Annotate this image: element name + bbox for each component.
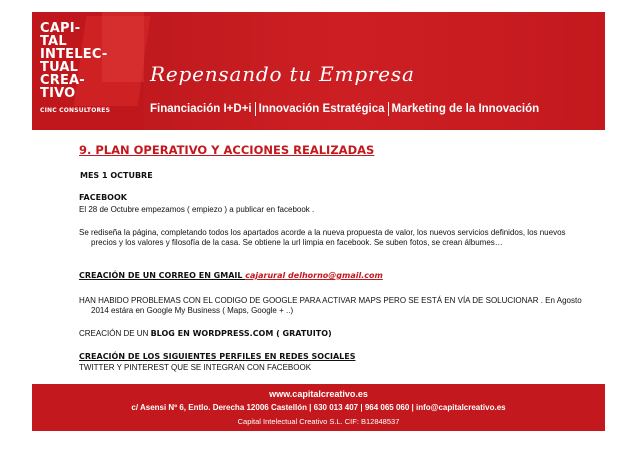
profiles-text: TWITTER Y PINTEREST QUE SE INTEGRAN CON FACEBOOK <box>79 363 312 372</box>
facebook-heading: FACEBOOK <box>79 193 127 202</box>
tagline-item: Marketing de la Innovación <box>391 103 540 115</box>
slogan: Repensando tu Empresa <box>150 62 415 86</box>
profiles-heading: CREACIÓN DE LOS SIGUIENTES PERFILES EN REDES SOCIALES <box>79 352 356 361</box>
section-title: 9. PLAN OPERATIVO Y ACCIONES REALIZADAS <box>79 143 375 157</box>
footer-company: Capital Intelectual Creativo S.L. CIF: B12848537 <box>237 417 400 426</box>
logo-decoration <box>102 12 144 82</box>
logo-subtitle: CINC CONSULTORES <box>40 107 111 114</box>
logo-line: CAPI- <box>40 21 81 36</box>
tagline-item: Financiación I+D+i <box>150 103 252 115</box>
tagline-item: Innovación Estratégica <box>258 103 385 115</box>
month-heading: MES 1 OCTUBRE <box>80 171 153 180</box>
gmail-line <box>79 271 579 281</box>
logo <box>32 12 144 130</box>
facebook-paragraph-2: Se rediseña la página, completando todos los apartados acorde a la nueva propuesta de valor, los nuevos servicios definidos, los nuevos precios y los valores y filosofía de la casa. Se obtiene la url limpia en facebook. Se suben fotos, se crean álbumes… <box>79 228 566 247</box>
maps-paragraph: HAN HABIDO PROBLEMAS CON EL CODIGO DE GOOGLE PARA ACTIVAR MAPS PERO SE ESTÁ EN VÍA DE SOLUCIONAR . En Agosto 2014 estára en Google My Business ( Maps, Google + ..) <box>79 296 582 315</box>
blog-prefix: CREACIÓN DE UN <box>79 329 151 338</box>
logo-line: TIVO <box>40 86 76 101</box>
footer-website[interactable]: www.capitalcreativo.es <box>269 389 368 399</box>
footer-banner <box>32 384 605 431</box>
logo-text <box>40 22 107 100</box>
logo-line: INTELEC- <box>40 47 108 62</box>
facebook-paragraph-1: El 28 de Octubre empezamos ( empiezo ) a publicar en facebook . <box>79 205 315 214</box>
logo-line: TAL <box>40 34 67 49</box>
blog-line <box>79 329 579 339</box>
logo-line: CREA- <box>40 73 85 88</box>
footer-address: c/ Asensi Nº 6, Entlo. Derecha 12006 Castellón | 630 013 407 | 964 065 060 | info@capitalcreativo.es <box>131 403 506 412</box>
gmail-label: CREACIÓN DE UN CORREO EN GMAIL <box>79 271 246 280</box>
logo-line: TUAL <box>40 60 79 75</box>
divider <box>255 102 256 116</box>
tagline <box>150 102 539 116</box>
blog-bold: BLOG EN WORDPRESS.COM ( GRATUITO) <box>150 329 332 338</box>
gmail-address-link[interactable]: cajarural delhorno@gmail.com <box>245 271 383 280</box>
divider <box>388 102 389 116</box>
header-banner <box>32 12 605 130</box>
